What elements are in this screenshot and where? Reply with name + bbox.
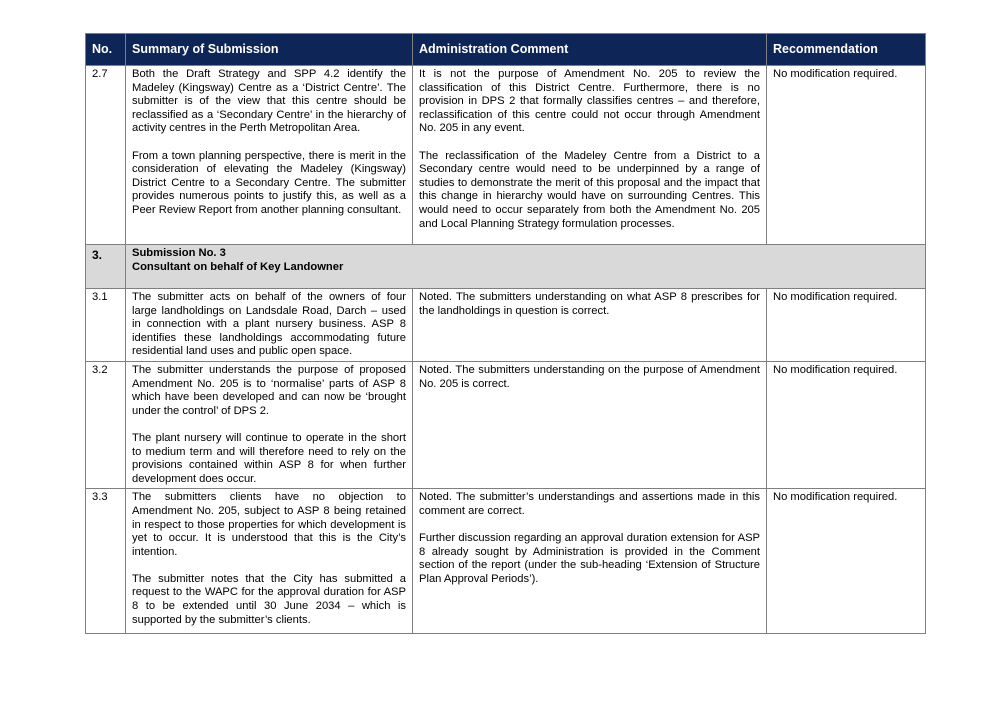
- summary-cell: [126, 289, 413, 362]
- summary-paragraph: The plant nursery will continue to operate in the short to medium term and will therefore need to rely on the provisions contained within ASP 8 for when further development does occur.: [132, 431, 406, 485]
- section-row-submission-3: [86, 245, 926, 289]
- recommendation-cell: No modification required.: [767, 361, 926, 488]
- submissions-table: [85, 33, 926, 634]
- admin-paragraph: The reclassification of the Madeley Centre from a District to a Secondary centre would need to be underpinned by a range of studies to demonstrate the merit of this proposal and the impact that this change in hierarchy would have on surrounding Centres. This would need to occur separately from both the Amendment No. 205 and Local Planning Strategy formulation processes.: [419, 149, 760, 230]
- header-summary: Summary of Submission: [126, 34, 413, 66]
- admin-paragraph: Noted. The submitters understanding on what ASP 8 prescribes for the landholdings in question is correct.: [419, 291, 760, 317]
- admin-paragraph: It is not the purpose of Amendment No. 205 to review the classification of this District Centre. Furthermore, there is no provision in DPS 2 that formally classifies centres – and therefore, reclassification of this centre could not occur through Amendment No. 205 in any event.: [419, 68, 760, 135]
- header-admin-comment: Administration Comment: [413, 34, 767, 66]
- summary-paragraph: The submitters clients have no objection to Amendment No. 205, subject to ASP 8 being retained in respect to those properties for which development is yet to occur. It is understood that this is the City’s intention.: [132, 491, 406, 558]
- admin-comment-cell: [413, 66, 767, 245]
- admin-paragraph: Noted. The submitter’s understandings and assertions made in this comment are correct.: [419, 491, 760, 517]
- submissions-document-page: [85, 33, 925, 634]
- table-row-3-2: [86, 361, 926, 488]
- section-number: 3.: [86, 245, 126, 289]
- summary-paragraph: The submitter notes that the City has submitted a request to the WAPC for the approval duration for ASP 8 to be extended until 30 June 2034 – which is supported by the submitter’s clients.: [132, 572, 406, 626]
- summary-paragraph: From a town planning perspective, there is merit in the consideration of elevating the Madeley (Kingsway) District Centre to a Secondary Centre. The submitter provides numerous points to justify this, as well as a Peer Review Report from another planning consultant.: [132, 149, 406, 216]
- admin-paragraph: Further discussion regarding an approval duration extension for ASP 8 already sought by Administration is provided in the Comment section of the report (under the sub-heading ‘Extension of Structure Plan Approval Periods’).: [419, 532, 760, 585]
- admin-comment-cell: [413, 289, 767, 362]
- summary-cell: [126, 361, 413, 488]
- recommendation-cell: No modification required.: [767, 66, 926, 245]
- summary-cell: [126, 66, 413, 245]
- summary-paragraph: The submitter acts on behalf of the owners of four large landholdings on Landsdale Road, Darch – used in connection with a plant nursery business. ASP 8 identifies these landholdings accommodating future residential land uses and public open space.: [132, 291, 406, 358]
- recommendation-cell: No modification required.: [767, 289, 926, 362]
- admin-comment-cell: [413, 489, 767, 634]
- section-title: Submission No. 3: [132, 247, 226, 259]
- table-row-2-7: [86, 66, 926, 245]
- header-recommendation: Recommendation: [767, 34, 926, 66]
- admin-paragraph: Noted. The submitters understanding on the purpose of Amendment No. 205 is correct.: [419, 363, 760, 390]
- recommendation-cell: No modification required.: [767, 489, 926, 634]
- row-number: 3.1: [86, 289, 126, 362]
- table-row-3-1: [86, 289, 926, 362]
- table-header: [86, 34, 926, 66]
- section-heading: [126, 245, 926, 289]
- summary-paragraph: Both the Draft Strategy and SPP 4.2 identify the Madeley (Kingsway) Centre as a ‘District Centre’. The submitter is of the view that this centre should be reclassified as a ‘Secondary Centre’ in the hierarchy of activity centres in the Perth Metropolitan Area.: [132, 68, 406, 135]
- summary-paragraph: The submitter understands the purpose of proposed Amendment No. 205 is to ‘normalise’ parts of ASP 8 which have been developed and can now be ‘brought under the control’ of DPS 2.: [132, 363, 406, 417]
- header-no: No.: [86, 34, 126, 66]
- table-row-3-3: [86, 489, 926, 634]
- summary-cell: [126, 489, 413, 634]
- row-number: 3.2: [86, 361, 126, 488]
- row-number: 2.7: [86, 66, 126, 245]
- row-number: 3.3: [86, 489, 126, 634]
- admin-comment-cell: [413, 361, 767, 488]
- section-subtitle: Consultant on behalf of Key Landowner: [132, 260, 344, 273]
